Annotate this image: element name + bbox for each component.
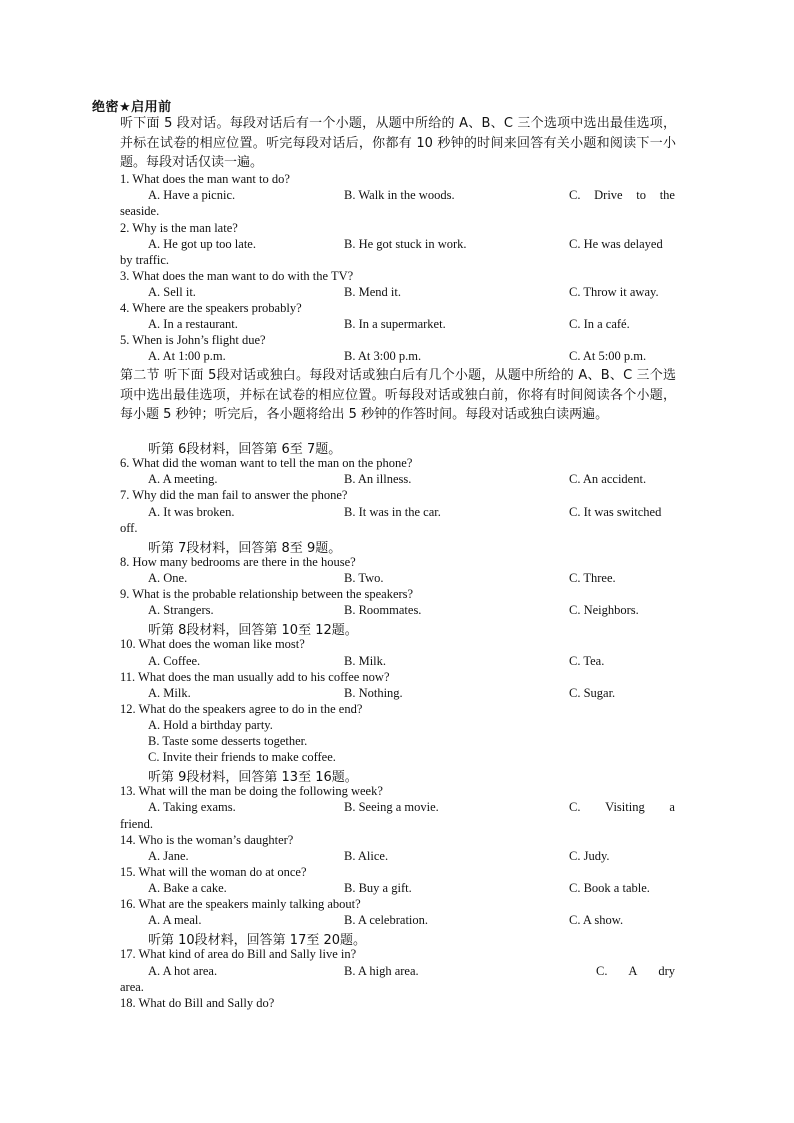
q2-option-c: C. He was delayed [569, 237, 663, 251]
question-15: 15. What will the woman do at once? [120, 865, 307, 879]
q1-option-c-part: the [659, 188, 675, 202]
q4-option-c: C. In a café. [569, 317, 630, 331]
q1-option-c-wrap: seaside. [120, 204, 160, 218]
question-8: 8. How many bedrooms are there in the house? [120, 555, 356, 569]
question-18: 18. What do Bill and Sally do? [120, 996, 275, 1010]
q5-option-b: B. At 3:00 p.m. [344, 349, 422, 363]
question-14: 14. Who is the woman’s daughter? [120, 833, 294, 847]
q8-option-a: A. One. [148, 571, 188, 585]
q10-option-b: B. Milk. [344, 654, 387, 668]
q11-option-b: B. Nothing. [344, 686, 403, 700]
q17-option-c-part: C. [596, 964, 608, 978]
q14-option-a: A. Jane. [148, 849, 189, 863]
q5-option-c: C. At 5:00 p.m. [569, 349, 647, 363]
q12-option-a: A. Hold a birthday party. [148, 718, 273, 732]
q1-option-c-part: to [636, 188, 647, 202]
q2-option-b: B. He got stuck in work. [344, 237, 467, 251]
q1-option-c-part: C. [569, 188, 581, 202]
q17-option-c [596, 964, 675, 979]
q17-option-c-wrap: area. [120, 980, 144, 994]
q16-option-c: C. A show. [569, 913, 624, 927]
q13-option-b: B. Seeing a movie. [344, 800, 439, 814]
q6-option-a: A. A meeting. [148, 472, 218, 486]
question-1: 1. What does the man want to do? [120, 172, 290, 186]
q17-option-a: A. A hot area. [148, 964, 218, 978]
q9-option-b: B. Roommates. [344, 603, 422, 617]
q6-option-c: C. An accident. [569, 472, 647, 486]
q14-option-b: B. Alice. [344, 849, 389, 863]
q10-option-c: C. Tea. [569, 654, 605, 668]
material-10-heading: 听第 10段材料，回答第 17至 20题。 [148, 933, 367, 948]
q2-option-a: A. He got up too late. [148, 237, 256, 251]
material-7-heading: 听第 7段材料，回答第 8至 9题。 [148, 541, 342, 556]
q14-option-c: C. Judy. [569, 849, 610, 863]
q15-option-a: A. Bake a cake. [148, 881, 227, 895]
q17-option-b: B. A high area. [344, 964, 419, 978]
q5-option-a: A. At 1:00 p.m. [148, 349, 226, 363]
question-2: 2. Why is the man late? [120, 221, 238, 235]
q17-option-c-part: dry [658, 964, 675, 978]
question-6: 6. What did the woman want to tell the man on the phone? [120, 456, 413, 470]
q8-option-b: B. Two. [344, 571, 384, 585]
material-8-heading: 听第 8段材料，回答第 10至 12题。 [148, 623, 358, 638]
section1-instructions: 听下面 5 段对话。每段对话后有一个小题，从题中所给的 A、B、C 三个选项中选出最佳选项，并标在试卷的相应位置。听完每段对话后，你都有 10 秒钟的时间来回答有关小题和阅读下一小题。每段对话仅读一遍。 [120, 116, 676, 170]
q7-option-c-wrap: off. [120, 521, 138, 535]
question-4: 4. Where are the speakers probably? [120, 301, 302, 315]
q13-option-c-wrap: friend. [120, 817, 153, 831]
q16-option-b: B. A celebration. [344, 913, 429, 927]
q4-option-b: B. In a supermarket. [344, 317, 446, 331]
q4-option-a: A. In a restaurant. [148, 317, 238, 331]
q3-option-c: C. Throw it away. [569, 285, 659, 299]
q1-option-b: B. Walk in the woods. [344, 188, 455, 202]
q16-option-a: A. A meal. [148, 913, 202, 927]
q13-option-c-part: a [669, 800, 675, 814]
question-17: 17. What kind of area do Bill and Sally live in? [120, 947, 357, 961]
section2-instructions: 第二节 听下面 5段对话或独白。每段对话或独白后有几个小题，从题中所给的 A、B、C 三个选项中选出最佳选项，并标在试卷的相应位置。听每段对话或独白前，你将有时间阅读各个小题，每小题 5 秒钟；听完后，各小题将给出 5 秒钟的作答时间。每段对话或独白读两遍。 [120, 368, 676, 422]
question-13: 13. What will the man be doing the following week? [120, 784, 383, 798]
q10-option-a: A. Coffee. [148, 654, 201, 668]
question-11: 11. What does the man usually add to his coffee now? [120, 670, 390, 684]
q17-option-c-part: A [628, 964, 638, 978]
q13-option-c-part: Visiting [605, 800, 645, 814]
material-9-heading: 听第 9段材料，回答第 13至 16题。 [148, 770, 358, 785]
q7-option-a: A. It was broken. [148, 505, 235, 519]
q13-option-c-part: C. [569, 800, 581, 814]
question-16: 16. What are the speakers mainly talking about? [120, 897, 361, 911]
question-3: 3. What does the man want to do with the TV? [120, 269, 354, 283]
q7-option-c: C. It was switched [569, 505, 662, 519]
q12-option-b: B. Taste some desserts together. [148, 734, 308, 748]
q15-option-c: C. Book a table. [569, 881, 650, 895]
q11-option-a: A. Milk. [148, 686, 191, 700]
question-12: 12. What do the speakers agree to do in the end? [120, 702, 363, 716]
q12-option-c: C. Invite their friends to make coffee. [148, 750, 336, 764]
material-6-heading: 听第 6段材料，回答第 6至 7题。 [148, 442, 342, 457]
q3-option-a: A. Sell it. [148, 285, 196, 299]
q13-option-c [569, 800, 675, 815]
q15-option-b: B. Buy a gift. [344, 881, 412, 895]
q1-option-a: A. Have a picnic. [148, 188, 236, 202]
question-9: 9. What is the probable relationship between the speakers? [120, 587, 414, 601]
confidential-header: 绝密★启用前 [92, 100, 172, 115]
q1-option-c-part: Drive [594, 188, 623, 202]
question-5: 5. When is John’s flight due? [120, 333, 266, 347]
q6-option-b: B. An illness. [344, 472, 412, 486]
q1-option-c [569, 188, 675, 203]
question-10: 10. What does the woman like most? [120, 637, 305, 651]
question-7: 7. Why did the man fail to answer the phone? [120, 488, 348, 502]
q7-option-b: B. It was in the car. [344, 505, 441, 519]
q13-option-a: A. Taking exams. [148, 800, 236, 814]
q8-option-c: C. Three. [569, 571, 616, 585]
q9-option-a: A. Strangers. [148, 603, 214, 617]
q11-option-c: C. Sugar. [569, 686, 616, 700]
q2-option-c-wrap: by traffic. [120, 253, 170, 267]
q3-option-b: B. Mend it. [344, 285, 401, 299]
q9-option-c: C. Neighbors. [569, 603, 639, 617]
